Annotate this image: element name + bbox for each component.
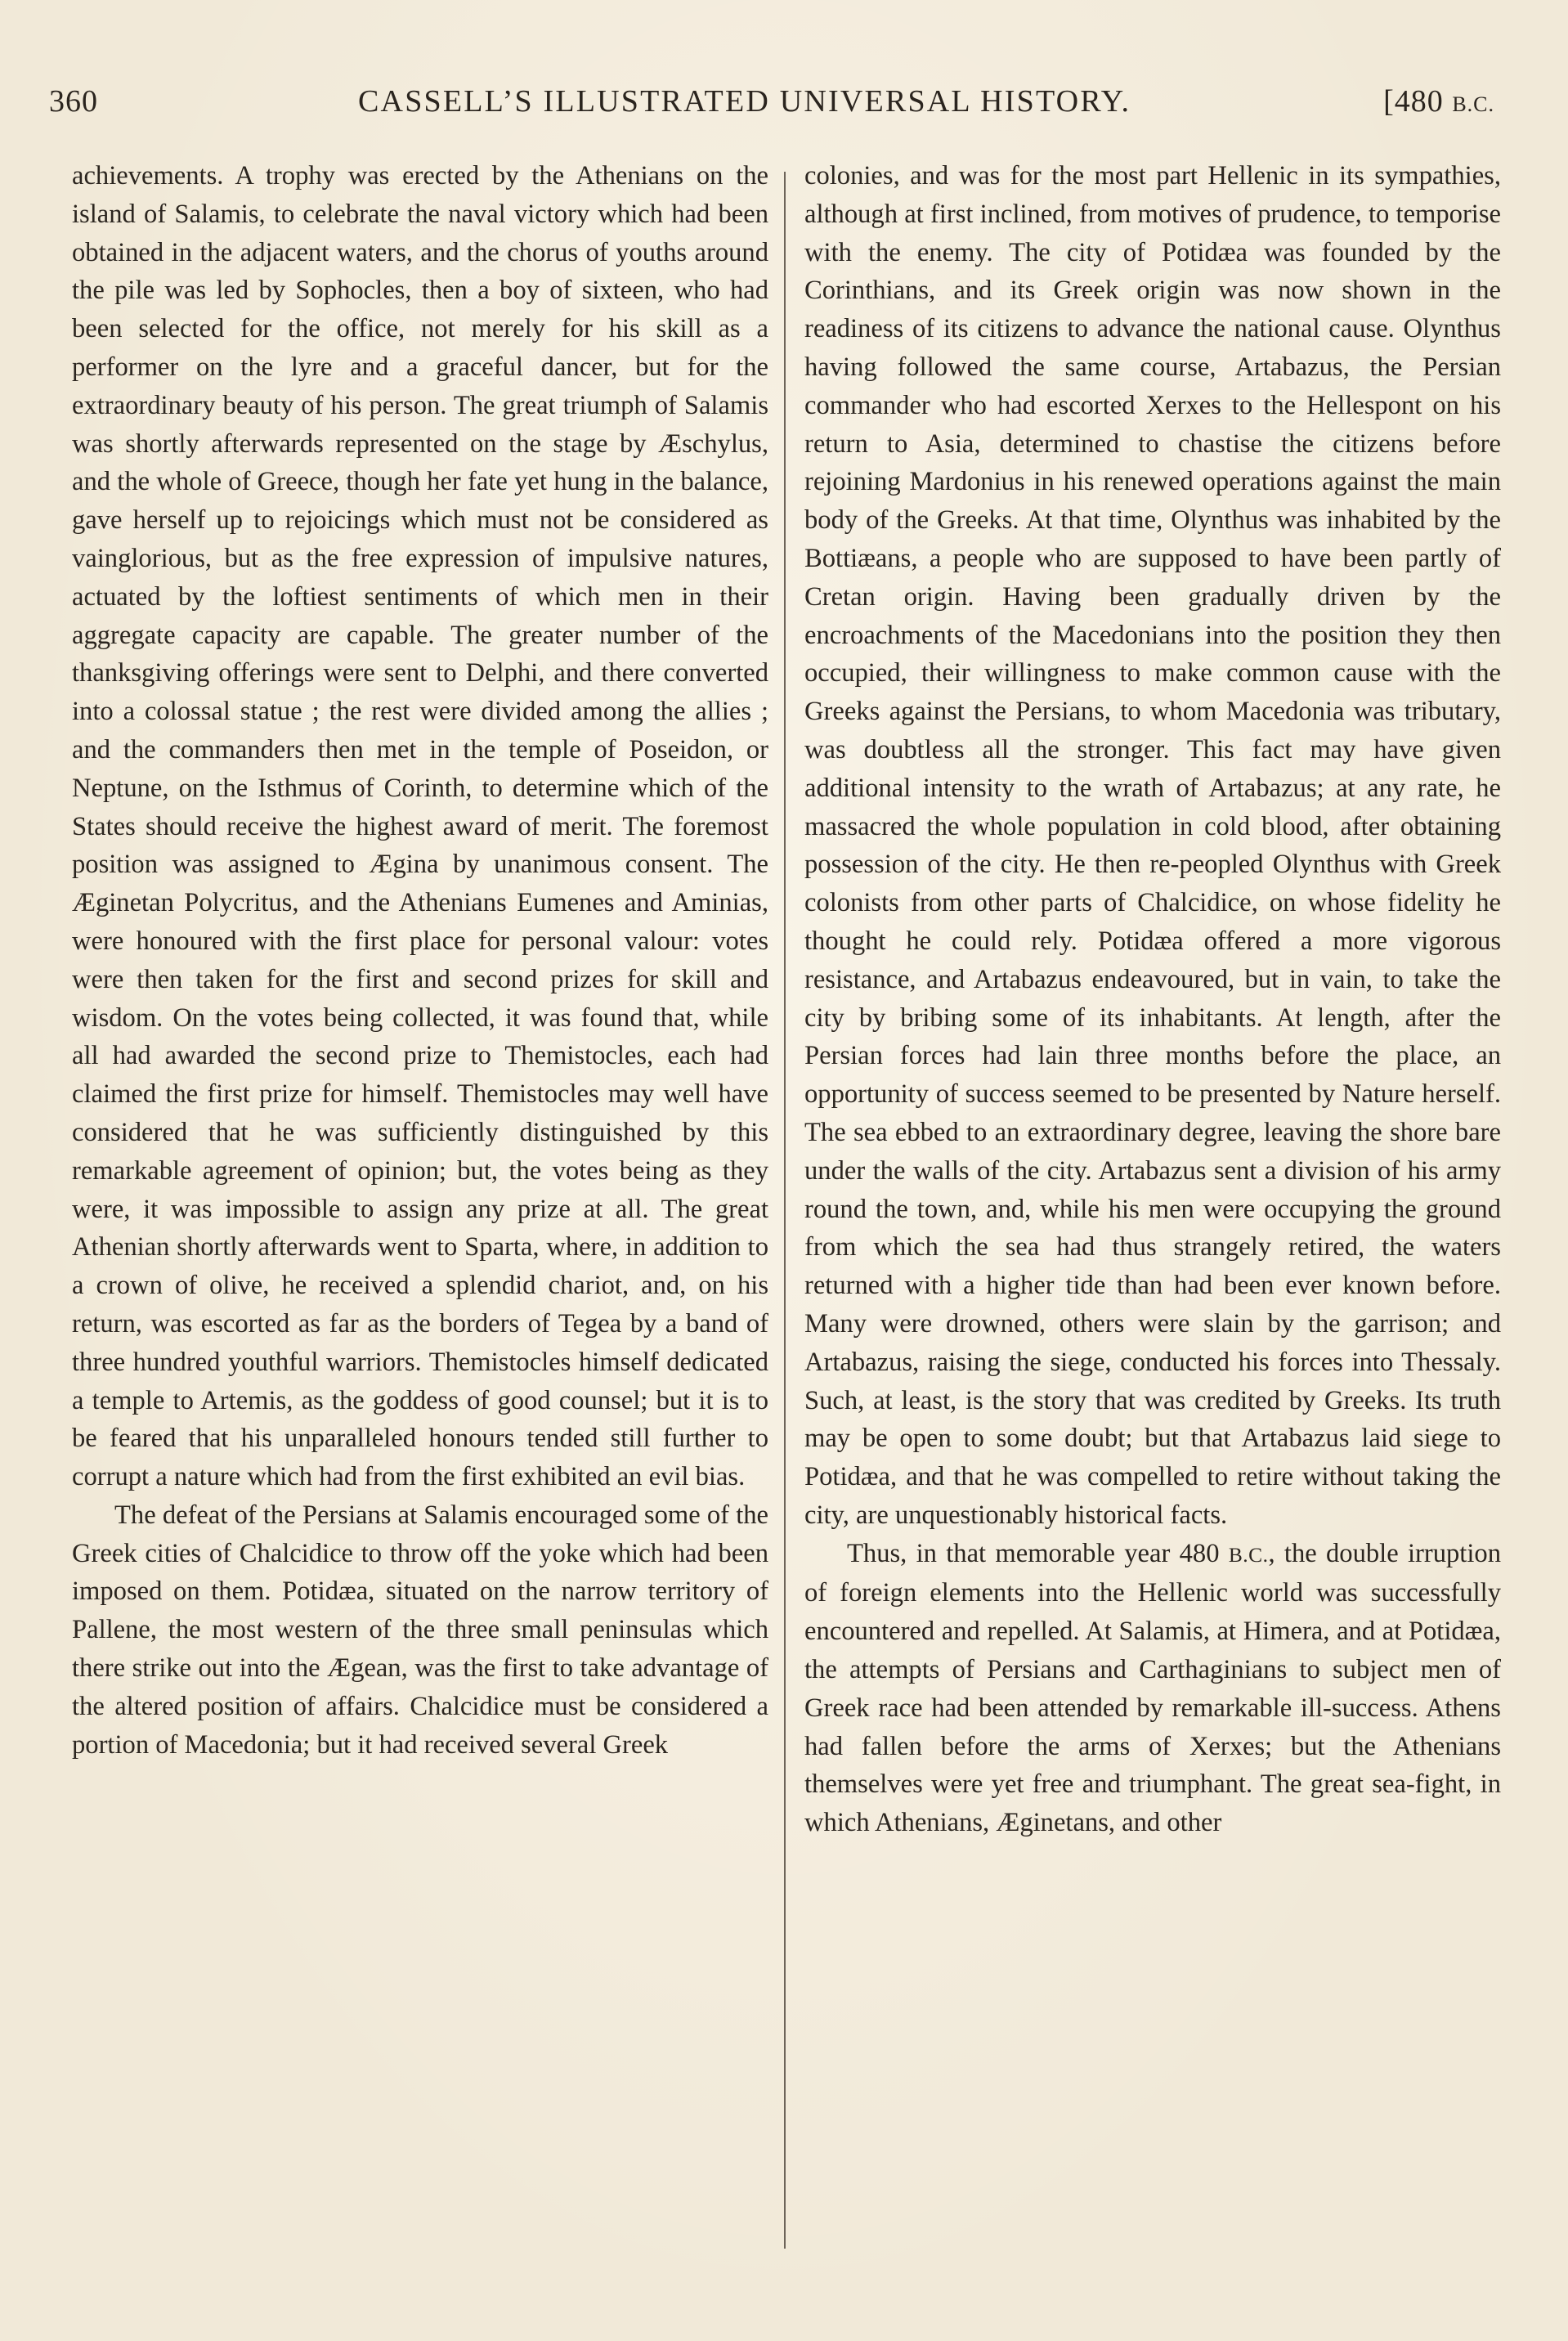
- right-column: [804, 157, 1501, 1842]
- page-number: 360: [49, 84, 98, 119]
- column-divider: [784, 172, 786, 2249]
- left-paragraph-2: The defeat of the Persians at Salamis encouraged some of the Greek cities of Chalcidice to throw off the yoke which had been imposed on them. Potidæa, situated on the narrow territory of Pallene, the most western of the three small peninsulas which there strike out into the Ægean, was the first to take advantage of the altered position of affairs. Chalcidice must be considered a portion of Macedonia; but it had received several Greek: [72, 1500, 768, 1760]
- running-header: [49, 83, 1504, 132]
- right-paragraph-2-rest: , the double irruption of foreign elements into the Hellenic world was successfully encountered and repelled. At Salamis, at Himera, and at Potidæa, the attempts of Persians and Carthaginians to subject men of Greek race had been attended by remarkable ill-success. Athens had fallen before the arms of Xerxes; but the Athenians themselves were yet free and triumphant. The great sea-fight, in which Athenians, Æginetans, and other: [804, 1538, 1501, 1838]
- left-column: [72, 157, 768, 1764]
- running-date-era: B.C.: [1452, 92, 1494, 116]
- right-paragraph-1: colonies, and was for the most part Hellenic in its sympathies, although at first inclined, from motives of prudence, to temporise with the enemy. The city of Potidæa was founded by the Corinthians, and its Greek origin was now shown in the readiness of its citizens to advance the national cause. Olynthus having followed the same course, Artabazus, the Persian commander who had escorted Xerxes to the Hellespont on his return to Asia, determined to chastise the citizens before rejoining Mardonius in his renewed operations against the main body of the Greeks. At that time, Olynthus was inhabited by the Bottiæans, a people who are supposed to have been partly of Cretan origin. Having been gradually driven by the encroachments of the Macedonians into the position they then occupied, their willingness to make common cause with the Greeks against the Persians, to whom Macedonia was tributary, was doubtless all the stronger. This fact may have given additional intensity to the wrath of Artabazus; at any rate, he massacred the whole population in cold blood, after obtaining possession of the city. He then re-peopled Olynthus with Greek colonists from other parts of Chalcidice, on whose fidelity he thought he could rely. Potidæa offered a more vigorous resistance, and Artabazus endeavoured, but in vain, to take the city by bribing some of its inhabitants. At length, after the Persian forces had lain three months before the place, an opportunity of success seemed to be presented by Nature herself. The sea ebbed to an extraordinary degree, leaving the shore bare under the walls of the city. Artabazus sent a division of his army round the town, and, while his men were occupying the ground from which the sea had thus strangely retired, the waters returned with a higher tide than had been ever known before. Many were drowned, others were slain by the garrison; and Artabazus, raising the siege, conducted his forces into Thessaly. Such, at least, is the story that was credited by Greeks. Its truth may be open to some doubt; but that Artabazus laid siege to Potidæa, and that he was compelled to retire without taking the city, are unquestionably historical facts.: [804, 161, 1501, 1530]
- left-paragraph-1: achievements. A trophy was erected by the Athenians on the island of Salamis, to celebrate the naval victory which had been obtained in the adjacent waters, and the chorus of youths around the pile was led by Sophocles, then a boy of sixteen, who had been selected for the office, not merely for his skill as a performer on the lyre and a graceful dancer, but for the extraordinary beauty of his person. The great triumph of Salamis was shortly afterwards represented on the stage by Æschylus, and the whole of Greece, though her fate yet hung in the balance, gave herself up to rejoicings which must not be considered as vainglorious, but as the free expression of impulsive natures, actuated by the loftiest sentiments of which men in their aggregate capacity are capable. The greater number of the thanksgiving offerings were sent to Delphi, and there converted into a colossal statue ; the rest were divided among the allies ; and the commanders then met in the temple of Poseidon, or Neptune, on the Isthmus of Corinth, to determine which of the States should receive the highest award of merit. The foremost position was assigned to Ægina by unanimous consent. The Æginetan Polycritus, and the Athenians Eumenes and Aminias, were honoured with the first place for personal valour: votes were then taken for the first and second prizes for skill and wisdom. On the votes being collected, it was found that, while all had awarded the second prize to Themistocles, each had claimed the first prize for himself. Themistocles may well have considered that he was sufficiently distinguished by this remarkable agreement of opinion; but, the votes being as they were, it was impossible to assign any prize at all. The great Athenian shortly afterwards went to Sparta, where, in addition to a crown of olive, he received a splendid chariot, and, on his return, was escorted as far as the borders of Tegea by a band of three hundred youthful warriors. Themistocles himself dedicated a temple to Artemis, as the goddess of good counsel; but it is to be feared that his unparalleled honours tended still further to corrupt a nature which had from the first exhibited an evil bias.: [72, 161, 768, 1492]
- right-paragraph-2-bc: B.C.: [1228, 1543, 1269, 1567]
- right-paragraph-2: [804, 1535, 1501, 1842]
- running-title: CASSELL’S ILLUSTRATED UNIVERSAL HISTORY.: [358, 84, 1131, 119]
- right-paragraph-2-start: Thus, in that memorable year 480: [847, 1538, 1220, 1568]
- running-date-year: [480: [1383, 84, 1444, 119]
- running-date: [1383, 83, 1494, 119]
